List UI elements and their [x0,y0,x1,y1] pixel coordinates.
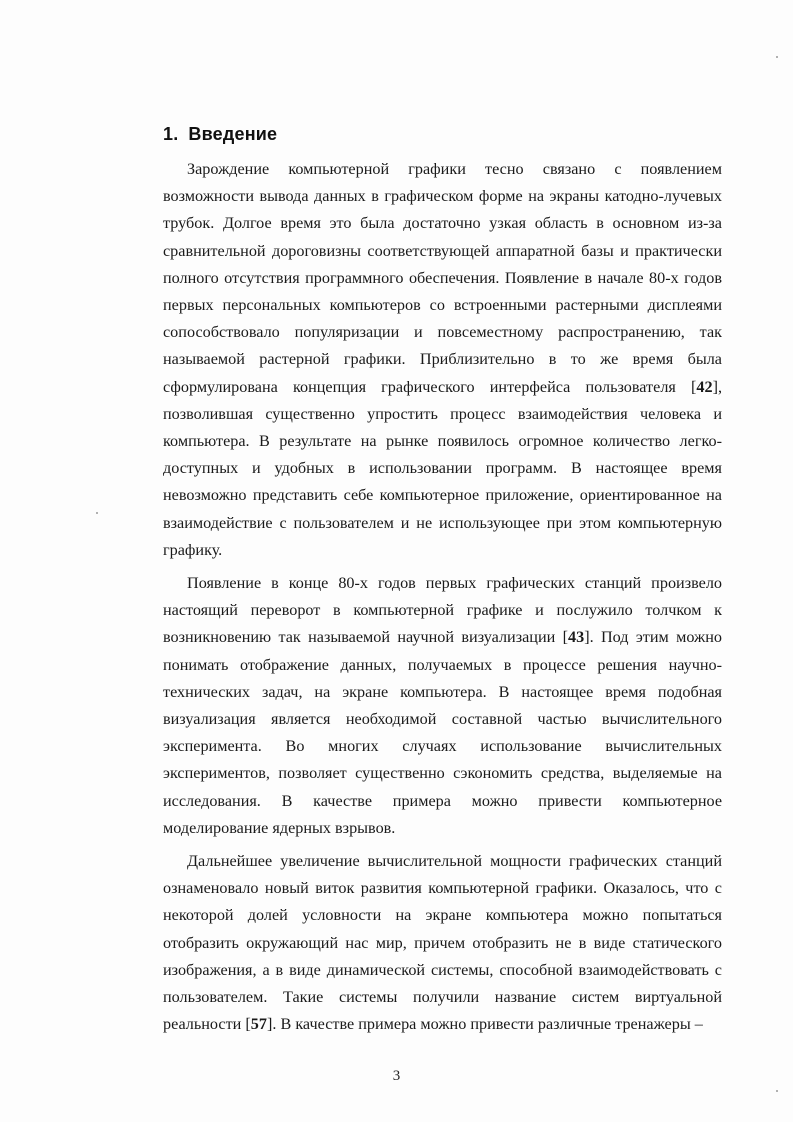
citation-ref: 43 [568,628,585,647]
paragraph-2 [163,570,722,842]
section-title: Введение [188,124,278,144]
paragraph-3 [163,848,722,1038]
paragraph-text: ]. Под этим можно понимать отображение данных, получаемых в процессе решения научно-технических задач, на экране компьютера. В настоящее время подобная визуализация является необходимой составной частью вычислительного эксперимента. Во многих случаях использование вычислительных экспериментов, позволяет существенно сэкономить средства, выделяемые на исследования. В качестве примера можно привести компьютерное моделирование ядерных взрывов. [163,628,722,837]
page-number: 3 [392,1068,401,1084]
paragraph-text: Зарождение компьютерной графики тесно связано с появлением возможности вывода данных в графическом форме на экраны катодно-лучевых трубок. Долгое время это была достаточно узкая область в основном из-за сравнительной дороговизны соответствующей аппаратной базы и практически полного отсутствия программного обеспечения. Появление в начале 80-х годов первых персональных компьютеров со встроенными растерными дисплеями сопособствовало популяризации и повсеместному распространению, так называемой растерной графики. Приблизительно в то же время была сформулирована концепция графического интерфейса пользователя [ [163,160,722,396]
paragraph-text: Появление в конце 80-х годов первых графических станций произвело настоящий переворот в компьютерной графике и послужило толчком к возникновению так называемой научной визуализации [ [163,574,722,647]
scan-speck [776,56,778,58]
paragraph-text: ]. В качестве примера можно привести различные тренажеры – [266,1015,703,1034]
section-number: 1. [163,124,179,144]
paragraph-1 [163,156,722,564]
citation-ref: 42 [696,377,713,396]
scan-speck [96,512,98,514]
paragraph-text: Дальнейшее увеличение вычислительной мощности графических станций ознаменовало новый виток развития компьютерной графики. Оказалось, что с некоторой долей условности на экране компьютера можно попытаться отобразить окружающий нас мир, причем отобразить не в виде статического изображения, а в виде динамической системы, способной взаимодействовать с пользователем. Такие системы получили название систем виртуальной реальности [ [163,852,722,1034]
body-text [163,156,722,1045]
citation-ref: 57 [250,1015,267,1034]
scan-speck [776,1090,778,1092]
paragraph-text: ], позволившая существенно упростить процесс взаимодействия человека и компьютера. В результате на рынке появилось огромное количество легко-доступных и удобных в использовании программ. В настоящее время невозможно представить себе компьютерное приложение, ориентированное на взаимодействие с пользователем и не использующее при этом компьютерную графику. [163,377,722,559]
section-heading [163,124,277,145]
